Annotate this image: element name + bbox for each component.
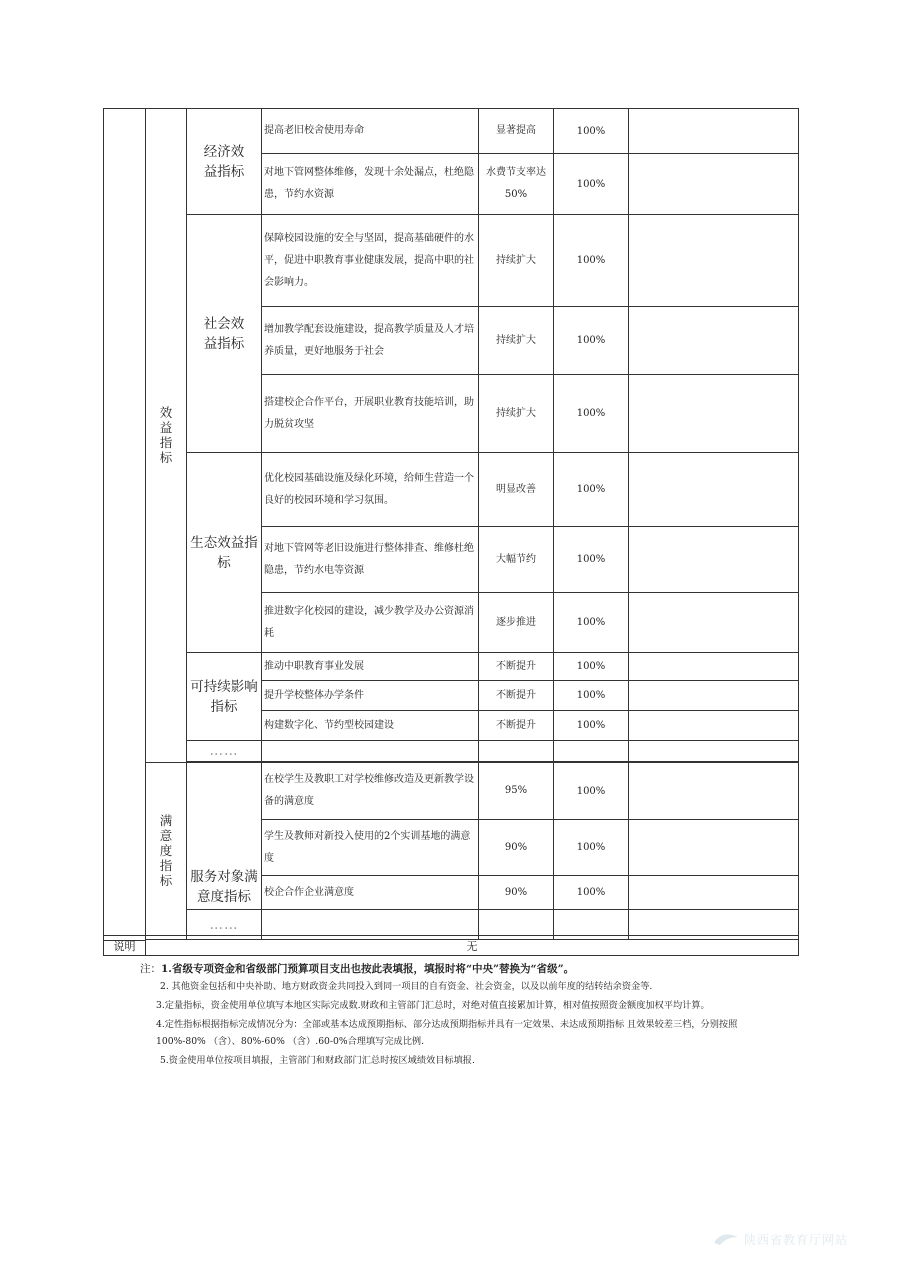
bird-logo-icon <box>712 1231 740 1250</box>
note-value: 无 <box>146 936 799 956</box>
score: 100% <box>554 307 629 375</box>
target: 持续扩大 <box>479 307 554 375</box>
satisfaction-category: 满意度指标 <box>146 763 187 940</box>
indicator: 优化校园基础设施及绿化环境，给师生营造一个良好的校园环境和学习氛围。 <box>262 453 479 527</box>
remark <box>629 593 799 653</box>
target: 明显改善 <box>479 453 554 527</box>
target: 逐步推进 <box>479 593 554 653</box>
remark <box>629 876 799 910</box>
target: 持续扩大 <box>479 375 554 453</box>
economic-group: 经济效益指标 <box>187 109 262 215</box>
target: 90% <box>479 820 554 876</box>
note-4: 4.定性指标根据指标完成情况分为：全部或基本达成预期指标、部分达成预期指标并具有一定效果、未达成预期指标 且效果较差三档，分别按照 100%-80% （含）、80%-60% （含）.60-0%合理填写完成比例. <box>156 1019 738 1047</box>
ellipsis: …… <box>187 741 262 762</box>
indicator: 提高老旧校舍使用寿命 <box>262 109 479 154</box>
note-prefix: 注： <box>140 963 161 975</box>
indicator: 提升学校整体办学条件 <box>262 681 479 711</box>
score: 100% <box>554 527 629 593</box>
indicator: 对地下管网整体维修，发现十余处漏点，杜绝隐患，节约水资源 <box>262 154 479 215</box>
target: 不断提升 <box>479 653 554 681</box>
service-group: 服务对象满意度指标 <box>187 763 262 910</box>
ellipsis: …… <box>187 910 262 940</box>
target: 水费节支率达50% <box>479 154 554 215</box>
remark <box>629 154 799 215</box>
performance-table <box>103 108 799 941</box>
target: 95% <box>479 763 554 820</box>
indicator: 校企合作企业满意度 <box>262 876 479 910</box>
remark <box>629 375 799 453</box>
note-5: 5.资金使用单位按项目填报，主管部门和财政部门汇总时按区域绩效目标填报. <box>160 1055 475 1066</box>
outer-left-cell <box>104 109 146 941</box>
note-2: 2. 其他资金包括和中央补助、地方财政资金共同投入到同一项目的自有资金、社会资金，以及以前年度的结转结余资金等. <box>160 981 653 992</box>
indicator: 增加教学配套设施建设，提高教学质量及人才培养质量，更好地服务于社会 <box>262 307 479 375</box>
empty-cell <box>629 741 799 762</box>
note-table <box>103 935 799 956</box>
empty-cell <box>554 741 629 762</box>
empty-cell <box>262 741 479 762</box>
remark <box>629 307 799 375</box>
indicator: 推动中职教育事业发展 <box>262 653 479 681</box>
remark <box>629 820 799 876</box>
benefit-category: 效益指标 <box>146 109 187 763</box>
empty-cell <box>479 741 554 762</box>
indicator: 保障校园设施的安全与坚固，提高基础硬件的水平，促进中职教育事业健康发展，提高中职的社会影响力。 <box>262 215 479 307</box>
target: 显著提高 <box>479 109 554 154</box>
target: 不断提升 <box>479 681 554 711</box>
score: 100% <box>554 215 629 307</box>
remark <box>629 653 799 681</box>
indicator: 构建数字化、节约型校园建设 <box>262 711 479 741</box>
score: 100% <box>554 653 629 681</box>
indicator: 推进数字化校园的建设，减少教学及办公资源消耗 <box>262 593 479 653</box>
indicator: 在校学生及教职工对学校维修改造及更新教学设备的满意度 <box>262 763 479 820</box>
note-3: 3.定量指标，资金使用单位填写本地区实际完成数.财政和主管部门汇总时，对绝对值直接累加计算，相对值按照资金额度加权平均计算。 <box>156 1000 710 1011</box>
remark <box>629 681 799 711</box>
score: 100% <box>554 593 629 653</box>
note-1: 1.省级专项资金和省级部门预算项目支出也按此表填报，填报时将“中央”替换为“省级”。 <box>161 963 575 975</box>
target: 大幅节约 <box>479 527 554 593</box>
remark <box>629 215 799 307</box>
indicator: 学生及教师对新投入使用的2个实训基地的满意度 <box>262 820 479 876</box>
remark <box>629 453 799 527</box>
footnotes <box>118 961 778 1069</box>
note-label: 说明 <box>104 936 146 956</box>
sustainable-group: 可持续影响指标 <box>187 653 262 741</box>
score: 100% <box>554 820 629 876</box>
ecological-group: 生态效益指标 <box>187 453 262 653</box>
score: 100% <box>554 681 629 711</box>
indicator: 对地下管网等老旧设施进行整体排查、维修杜绝隐患，节约水电等资源 <box>262 527 479 593</box>
score: 100% <box>554 453 629 527</box>
remark <box>629 711 799 741</box>
social-group: 社会效益指标 <box>187 215 262 453</box>
score: 100% <box>554 154 629 215</box>
watermark: 陕西省教育厅网站 <box>712 1231 848 1250</box>
target: 不断提升 <box>479 711 554 741</box>
remark <box>629 527 799 593</box>
score: 100% <box>554 876 629 910</box>
remark <box>629 109 799 154</box>
score: 100% <box>554 763 629 820</box>
remark <box>629 763 799 820</box>
target: 90% <box>479 876 554 910</box>
score: 100% <box>554 375 629 453</box>
score: 100% <box>554 711 629 741</box>
indicator: 搭建校企合作平台，开展职业教育技能培训，助力脱贫攻坚 <box>262 375 479 453</box>
score: 100% <box>554 109 629 154</box>
target: 持续扩大 <box>479 215 554 307</box>
